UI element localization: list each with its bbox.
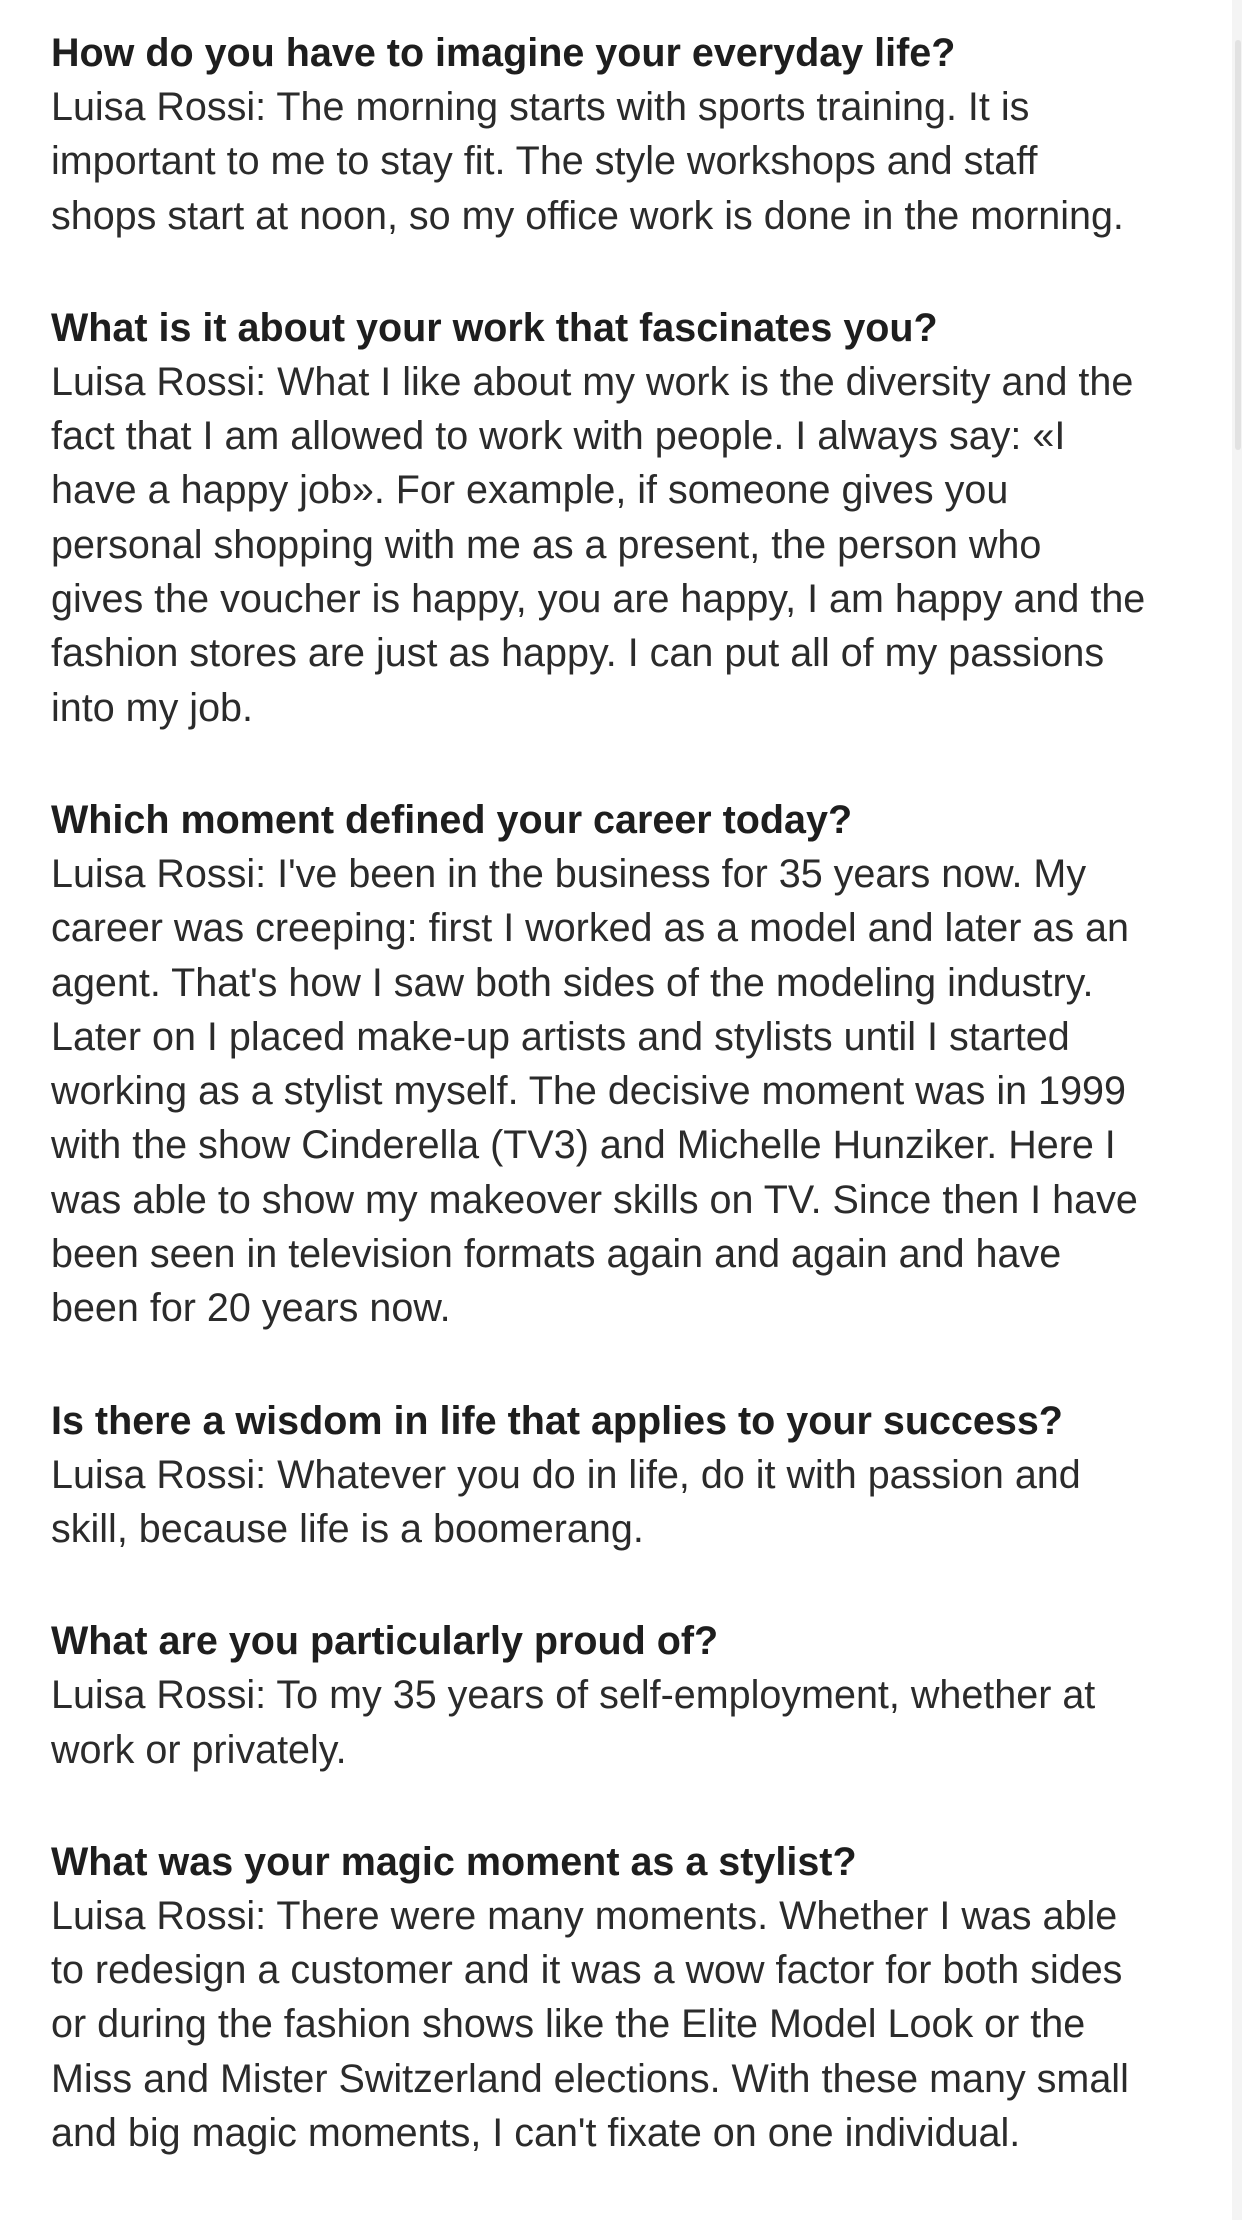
answer-paragraph	[51, 80, 1201, 243]
answer-paragraph	[51, 355, 1201, 735]
answer-line: personal shopping with me as a present, the person who	[51, 522, 1042, 567]
answer-line: Later on I placed make-up artists and stylists until I started	[51, 1014, 1070, 1059]
answer-line: agent. That's how I saw both sides of the modeling industry.	[51, 960, 1094, 1005]
answer-line: Luisa Rossi: To my 35 years of self-employment, whether at	[51, 1673, 1096, 1718]
answer-paragraph	[51, 1448, 1201, 1557]
qa-block-fascination	[51, 301, 1201, 735]
answer-line: work or privately.	[51, 1727, 347, 1772]
answer-line: important to me to stay fit. The style workshops and staff	[51, 139, 1038, 184]
answer-line: fashion stores are just as happy. I can put all of my passions	[51, 631, 1105, 676]
answer-line: shops start at noon, so my office work is done in the morning.	[51, 193, 1124, 238]
answer-line: fact that I am allowed to work with people. I always say: «I	[51, 414, 1066, 459]
answer-line: have a happy job». For example, if someone gives you	[51, 468, 1009, 513]
answer-line: Luisa Rossi: What I like about my work is the diversity and the	[51, 359, 1134, 404]
qa-block-career-moment	[51, 793, 1201, 1336]
qa-block-magic-moment	[51, 1835, 1201, 2160]
answer-line: with the show Cinderella (TV3) and Michelle Hunziker. Here I	[51, 1123, 1116, 1168]
answer-line: or during the fashion shows like the Elite Model Look or the	[51, 2002, 1086, 2047]
answer-paragraph	[51, 1668, 1201, 1777]
question-heading: What is it about your work that fascinates you?	[51, 305, 938, 350]
answer-line: Luisa Rossi: The morning starts with sports training. It is	[51, 85, 1030, 129]
qa-block-wisdom	[51, 1394, 1201, 1557]
question-heading: How do you have to imagine your everyday life?	[51, 31, 956, 75]
qa-block-everyday-life	[51, 26, 1201, 243]
answer-line: working as a stylist myself. The decisive moment was in 1999	[51, 1069, 1126, 1114]
answer-line: Miss and Mister Switzerland elections. With these many small	[51, 2056, 1129, 2101]
question-heading: Is there a wisdom in life that applies to your success?	[51, 1398, 1063, 1443]
answer-line: was able to show my makeover skills on TV. Since then I have	[51, 1177, 1138, 1222]
answer-line: career was creeping: first I worked as a model and later as an	[51, 906, 1129, 951]
answer-line: Luisa Rossi: I've been in the business for 35 years now. My	[51, 851, 1087, 896]
question-heading: What was your magic moment as a stylist?	[51, 1839, 857, 1884]
answer-paragraph	[51, 847, 1201, 1336]
answer-line: into my job.	[51, 685, 253, 730]
answer-line: skill, because life is a boomerang.	[51, 1506, 644, 1551]
answer-line: gives the voucher is happy, you are happy, I am happy and the	[51, 577, 1146, 622]
question-heading: Which moment defined your career today?	[51, 797, 853, 842]
answer-line: been for 20 years now.	[51, 1286, 451, 1331]
scrollbar-track[interactable]	[1232, 0, 1242, 2220]
answer-line: to redesign a customer and it was a wow factor for both sides	[51, 1948, 1123, 1993]
question-heading: What are you particularly proud of?	[51, 1619, 719, 1664]
answer-line: Luisa Rossi: Whatever you do in life, do it with passion and	[51, 1452, 1081, 1497]
answer-line: and big magic moments, I can't fixate on one individual.	[51, 2111, 1021, 2156]
scrollbar-thumb[interactable]	[1235, 40, 1241, 450]
interview-article	[51, 26, 1201, 2218]
answer-line: been seen in television formats again and again and have	[51, 1232, 1062, 1277]
answer-line: Luisa Rossi: There were many moments. Whether I was able	[51, 1893, 1118, 1938]
qa-block-proud	[51, 1614, 1201, 1777]
answer-paragraph	[51, 1889, 1201, 2160]
